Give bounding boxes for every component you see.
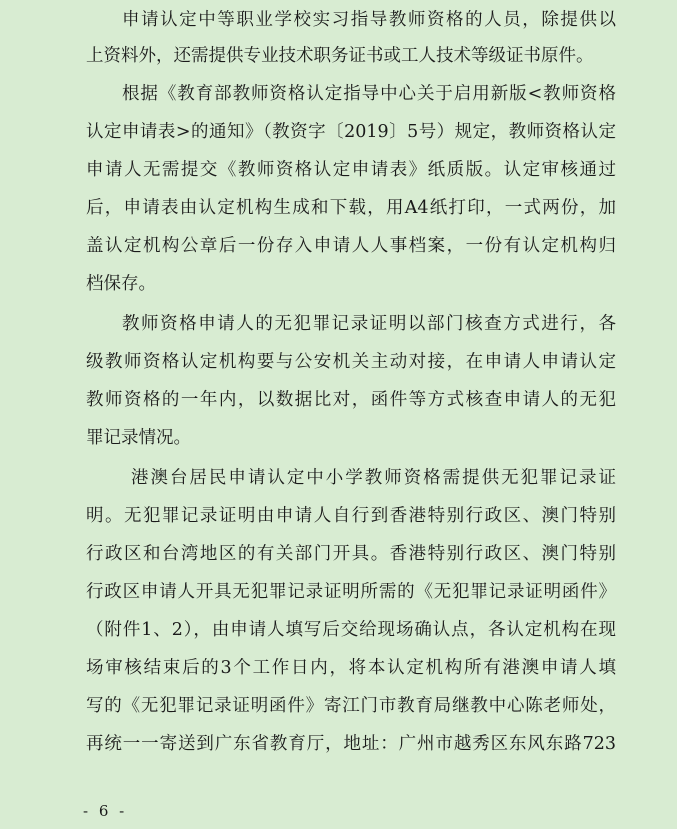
paragraph-4-line-6: 场审核结束后的3个工作日内，将本认定机构所有港澳申请人填 <box>86 658 616 678</box>
paragraph-4-line-1: 港澳台居民申请认定中小学教师资格需提供无犯罪记录证 <box>131 468 616 488</box>
paragraph-2-line-2: 认定申请表>的通知》（教资字〔2019〕5号）规定，教师资格认定 <box>86 122 616 142</box>
paragraph-4-line-7: 写的《无犯罪记录证明函件》寄江门市教育局继教中心陈老师处， <box>86 696 616 716</box>
paragraph-4-line-4: 行政区申请人开具无犯罪记录证明所需的《无犯罪记录证明函件》 <box>86 582 616 602</box>
paragraph-4-line-3: 行政区和台湾地区的有关部门开具。香港特别行政区、澳门特别 <box>86 544 616 564</box>
paragraph-4-line-8: 再统一一寄送到广东省教育厅，地址：广州市越秀区东风东路723 <box>86 734 616 754</box>
page-number: - 6 - <box>83 802 128 820</box>
paragraph-3-line-1: 教师资格申请人的无犯罪记录证明以部门核查方式进行，各 <box>122 314 616 334</box>
paragraph-1-line-1: 申请认定中等职业学校实习指导教师资格的人员，除提供以 <box>122 10 616 30</box>
paragraph-2-line-5: 盖认定机构公章后一份存入申请人人事档案，一份有认定机构归 <box>86 236 616 256</box>
paragraph-3-line-4: 罪记录情况。 <box>86 428 191 448</box>
paragraph-1-line-2: 上资料外，还需提供专业技术职务证书或工人技术等级证书原件。 <box>86 46 594 66</box>
paragraph-3-line-3: 教师资格的一年内，以数据比对，函件等方式核查申请人的无犯 <box>86 390 616 410</box>
paragraph-2-line-6: 档保存。 <box>86 274 156 294</box>
paragraph-4-line-5: （附件1、2），由申请人填写后交给现场确认点，各认定机构在现 <box>86 620 616 640</box>
paragraph-2-line-3: 申请人无需提交《教师资格认定申请表》纸质版。认定审核通过 <box>86 160 616 180</box>
paragraph-2-line-4: 后，申请表由认定机构生成和下载，用A4纸打印，一式两份，加 <box>86 198 616 218</box>
paragraph-4-line-2: 明。无犯罪记录证明由申请人自行到香港特别行政区、澳门特别 <box>86 506 616 526</box>
paragraph-3-line-2: 级教师资格认定机构要与公安机关主动对接，在申请人申请认定 <box>86 352 616 372</box>
paragraph-2-line-1: 根据《教育部教师资格认定指导中心关于启用新版<教师资格 <box>122 84 616 104</box>
